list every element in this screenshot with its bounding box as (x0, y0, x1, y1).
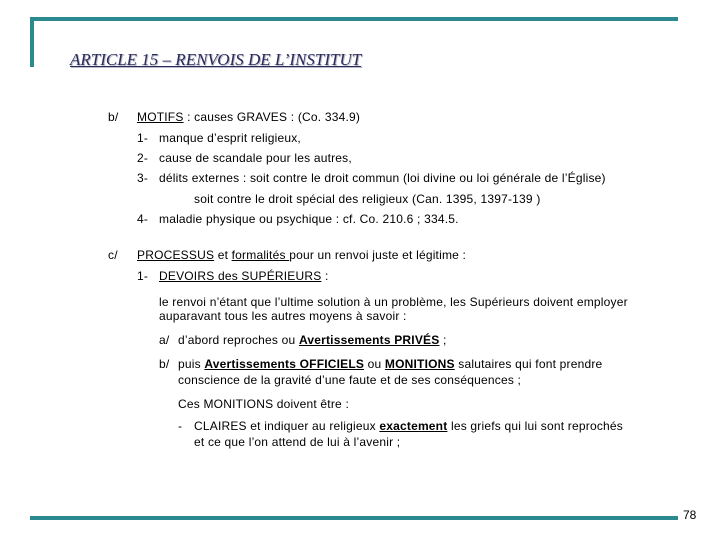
step-b-text (178, 357, 602, 372)
claires-line2: et ce que l’on attend de lui à l’avenir ; (194, 435, 401, 449)
motif-2-text: cause de scandale pour les autres, (159, 151, 352, 165)
devoirs-num: 1- (137, 269, 149, 283)
motif-2-num: 2- (137, 151, 149, 165)
section-c-heading (137, 248, 466, 263)
motif-4-text: maladie physique ou psychique : cf. Co. 210.6 ; 334.5. (159, 212, 459, 226)
step-a-text (178, 333, 447, 348)
step-b-marker: b/ (159, 357, 170, 371)
section-b-heading (137, 110, 360, 125)
step-b-rest: salutaires qui font prendre (454, 357, 603, 371)
monitions-intro: Ces MONITIONS doivent être : (178, 397, 349, 411)
devoirs-para-line2: auparavant tous les autres moyens à savoir : (159, 309, 407, 323)
exactement-term: exactement (379, 419, 448, 433)
motif-1-text: manque d’esprit religieux, (159, 131, 301, 145)
processus-heading: PROCESSUS (137, 248, 215, 262)
motif-3-continuation: soit contre le droit spécial des religieux (Can. 1395, 1397-139 ) (194, 192, 541, 206)
processus-et: et (214, 248, 232, 262)
claires-dash: - (178, 419, 183, 433)
page-title: ARTICLE 15 – RENVOIS DE L’INSTITUT (70, 50, 362, 69)
motif-1-num: 1- (137, 131, 149, 145)
section-c-marker: c/ (108, 248, 118, 262)
step-a-end: ; (439, 333, 447, 347)
devoirs-heading-colon: : (321, 269, 329, 283)
claires-text (194, 419, 623, 434)
motif-4-num: 4- (137, 212, 149, 226)
monitions-term: MONITIONS (384, 357, 455, 371)
formalites-heading: formalités (231, 248, 290, 262)
claires-intro: CLAIRES et indiquer au religieux (194, 419, 380, 433)
step-b-intro: puis (178, 357, 205, 371)
motif-3-text: délits externes : soit contre le droit commun (loi divine ou loi générale de l’Église) (159, 171, 606, 185)
step-a-intro: d’abord reproches ou (178, 333, 299, 347)
step-b-line2: conscience de la gravité d’une faute et de ses conséquences ; (178, 373, 522, 387)
motifs-heading: MOTIFS (137, 110, 184, 124)
devoirs-heading-text: DEVOIRS des SUPÉRIEURS (159, 269, 322, 283)
motifs-heading-rest: : causes GRAVES : (Co. 334.9) (183, 110, 361, 124)
processus-rest: pour un renvoi juste et légitime : (289, 248, 467, 262)
devoirs-heading (159, 269, 329, 284)
devoirs-para-line1: le renvoi n’étant que l’ultime solution à un problème, les Supérieurs doivent employer (159, 295, 628, 309)
frame-bottom-rule (30, 516, 678, 520)
step-a-marker: a/ (159, 333, 170, 347)
claires-rest: les griefs qui lui sont reprochés (447, 419, 623, 433)
avertissements-prives: Avertissements PRIVÉS (298, 333, 440, 347)
step-b-ou: ou (364, 357, 385, 371)
page-number: 78 (683, 508, 697, 522)
avertissements-officiels: Avertissements OFFICIELS (204, 357, 365, 371)
section-b-marker: b/ (108, 110, 119, 124)
frame-left-rule (30, 17, 34, 67)
motif-3-num: 3- (137, 171, 149, 185)
frame-top-rule (30, 17, 678, 21)
